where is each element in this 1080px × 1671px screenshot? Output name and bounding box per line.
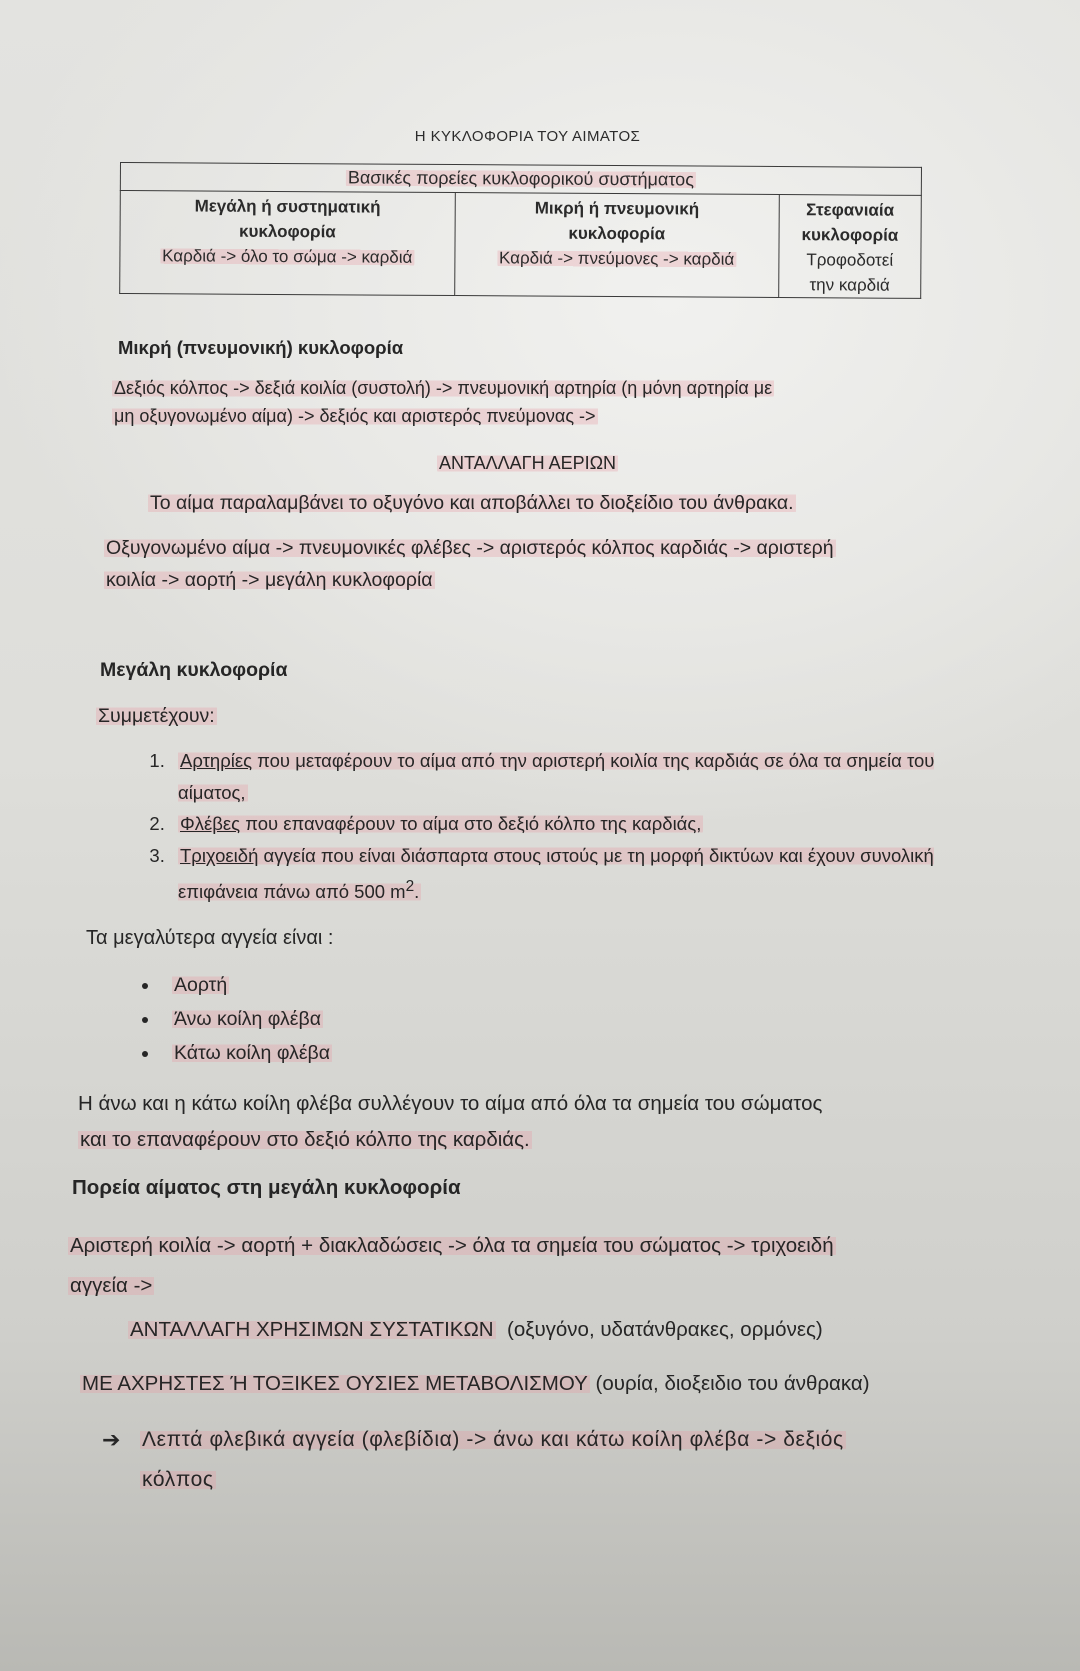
venous-return-line2: κόλπος xyxy=(142,1468,214,1491)
gas-exchange-text-span: Το αίμα παραλαμβάνει το οξυγόνο και αποβάλλει το διοξείδιο του άνθρακα. xyxy=(150,492,794,514)
vena-cava-line1: Η άνω και η κάτω κοίλη φλέβα συλλέγουν το αίμα από όλα τα σημεία του σώματος xyxy=(78,1092,823,1115)
list-item-aorta xyxy=(160,968,332,1002)
arrow-right-icon: ➔ xyxy=(102,1427,121,1452)
vena-cava-text xyxy=(78,1086,998,1158)
systemic-name-line1: Μεγάλη ή συστηματική xyxy=(194,196,381,217)
table-cell-pulmonary xyxy=(454,193,779,298)
venous-return-line1: Λεπτά φλεβικά αγγεία (φλεβίδια) -> άνω και κάτω κοίλη φλέβα -> δεξιός xyxy=(142,1428,844,1451)
largest-vessels-label: Τα μεγαλύτερα αγγεία είναι : xyxy=(86,927,334,949)
pulmonary-path-line1: Δεξιός κόλπος -> δεξιά κοιλία (συστολή) -> πνευμονική αρτηρία (η μόνη αρτηρία με xyxy=(114,378,773,398)
list-item-veins xyxy=(170,808,990,840)
table-header-text: Βασικές πορείες κυκλοφορικού συστήματος xyxy=(347,167,694,190)
coronary-name-line1: Στεφανιαία xyxy=(806,200,895,220)
pulmonary-path-text xyxy=(112,374,972,430)
list-item-superior-vena-cava xyxy=(160,1002,332,1036)
vena-cava-line2: και το επαναφέρουν στο δεξιό κόλπο της καρδιάς. xyxy=(80,1128,530,1151)
document-title: Η ΚΥΚΛΟΦΟΡΙΑ ΤΟΥ ΑΙΜΑΤΟΣ xyxy=(414,128,641,145)
arteries-description: που μεταφέρουν το αίμα από την αριστερή κοιλία της καρδιάς σε όλα τα σημεία του αίματος, xyxy=(178,750,935,803)
waste-exchange-line xyxy=(80,1368,870,1400)
largest-vessels-list xyxy=(112,968,332,1070)
list-item-arteries xyxy=(170,745,990,808)
list-item-capillaries xyxy=(170,840,990,908)
pulmonary-path-line2: μη οξυγονωμένο αίμα) -> δεξιός και αριστερός πνεύμονας -> xyxy=(114,406,596,426)
pulmonary-path: Καρδιά -> πνεύμονες -> καρδιά xyxy=(498,248,735,269)
pulmonary-name-line1: Μικρή ή πνευμονική xyxy=(534,198,700,219)
table-cell-coronary xyxy=(778,195,921,299)
systemic-path: Καρδιά -> όλο το σώμα -> καρδιά xyxy=(162,246,413,267)
veins-description: που επαναφέρουν το αίμα στο δεξιό κόλπο της καρδιάς, xyxy=(240,813,702,834)
waste-exchange-title: ΜΕ ΑΧΡΗΣΤΕΣ Ή ΤΟΞΙΚΕΣ ΟΥΣΙΕΣ ΜΕΤΑΒΟΛΙΣΜΟΥ xyxy=(82,1372,588,1395)
systemic-path-heading: Πορεία αίματος στη μεγάλη κυκλοφορία xyxy=(72,1176,461,1199)
circulation-routes-table xyxy=(119,162,922,299)
term-arteries: Αρτηρίες xyxy=(180,750,252,771)
coronary-path-line2: την καρδιά xyxy=(809,275,890,295)
coronary-path-line1: Τροφοδοτεί xyxy=(806,250,894,270)
capillaries-suffix: . xyxy=(414,881,420,903)
pulmonary-heading: Μικρή (πνευμονική) κυκλοφορία xyxy=(118,337,404,358)
term-veins: Φλέβες xyxy=(180,813,241,834)
participants-label xyxy=(96,700,217,732)
list-item-inferior-vena-cava xyxy=(160,1036,332,1070)
useful-exchange-detail: (οξυγόνο, υδατάνθρακες, ορμόνες) xyxy=(507,1318,823,1341)
gas-exchange-text xyxy=(148,487,796,519)
systemic-name-line2: κυκλοφορία xyxy=(239,221,336,242)
oxygenated-return-line2: κοιλία -> αορτή -> μεγάλη κυκλοφορία xyxy=(106,569,433,591)
waste-exchange-detail: (ουρία, διοξειδιο του άνθρακα) xyxy=(595,1372,870,1395)
oxygenated-return-line1: Οξυγονωμένο αίμα -> πνευμονικές φλέβες -> αριστερός κόλπος καρδιάς -> αριστερή xyxy=(106,537,834,559)
venous-return-line xyxy=(102,1420,1002,1500)
pulmonary-name-line2: κυκλοφορία xyxy=(568,223,666,244)
gas-exchange-title xyxy=(0,447,1055,479)
gas-exchange-title-text: ΑΝΤΑΛΛΑΓΗ ΑΕΡΙΩΝ xyxy=(438,453,617,473)
systemic-path-text xyxy=(68,1226,1018,1306)
participants-label-text: Συμμετέχουν: xyxy=(98,705,215,727)
superscript-2: 2 xyxy=(405,878,415,895)
systemic-path-line2: αγγεία -> xyxy=(70,1274,153,1297)
systemic-heading: Μεγάλη κυκλοφορία xyxy=(100,659,288,681)
capillaries-description: αγγεία που είναι διάσπαρτα στους ιστούς με τη μορφή δικτύων και έχουν συνολική επιφάνεια πάνω από 500 m xyxy=(178,844,934,903)
oxygenated-return-text xyxy=(104,532,984,596)
term-capillaries: Τριχοειδή xyxy=(180,844,259,866)
vessel-aorta: Αορτή xyxy=(174,974,228,996)
vessel-inferior-vena-cava: Κάτω κοίλη φλέβα xyxy=(174,1042,331,1064)
coronary-name-line2: κυκλοφορία xyxy=(801,225,899,245)
participants-list xyxy=(120,745,990,908)
useful-exchange-line xyxy=(128,1314,823,1346)
useful-exchange-title: ΑΝΤΑΛΛΑΓΗ ΧΡΗΣΙΜΩΝ ΣΥΣΤΑΤΙΚΩΝ xyxy=(130,1318,494,1341)
vessel-superior-vena-cava: Άνω κοίλη φλέβα xyxy=(174,1008,321,1030)
table-cell-systemic xyxy=(120,191,455,296)
systemic-path-line1: Αριστερή κοιλία -> αορτή + διακλαδώσεις -> όλα τα σημεία του σώματος -> τριχοειδή xyxy=(70,1234,834,1257)
